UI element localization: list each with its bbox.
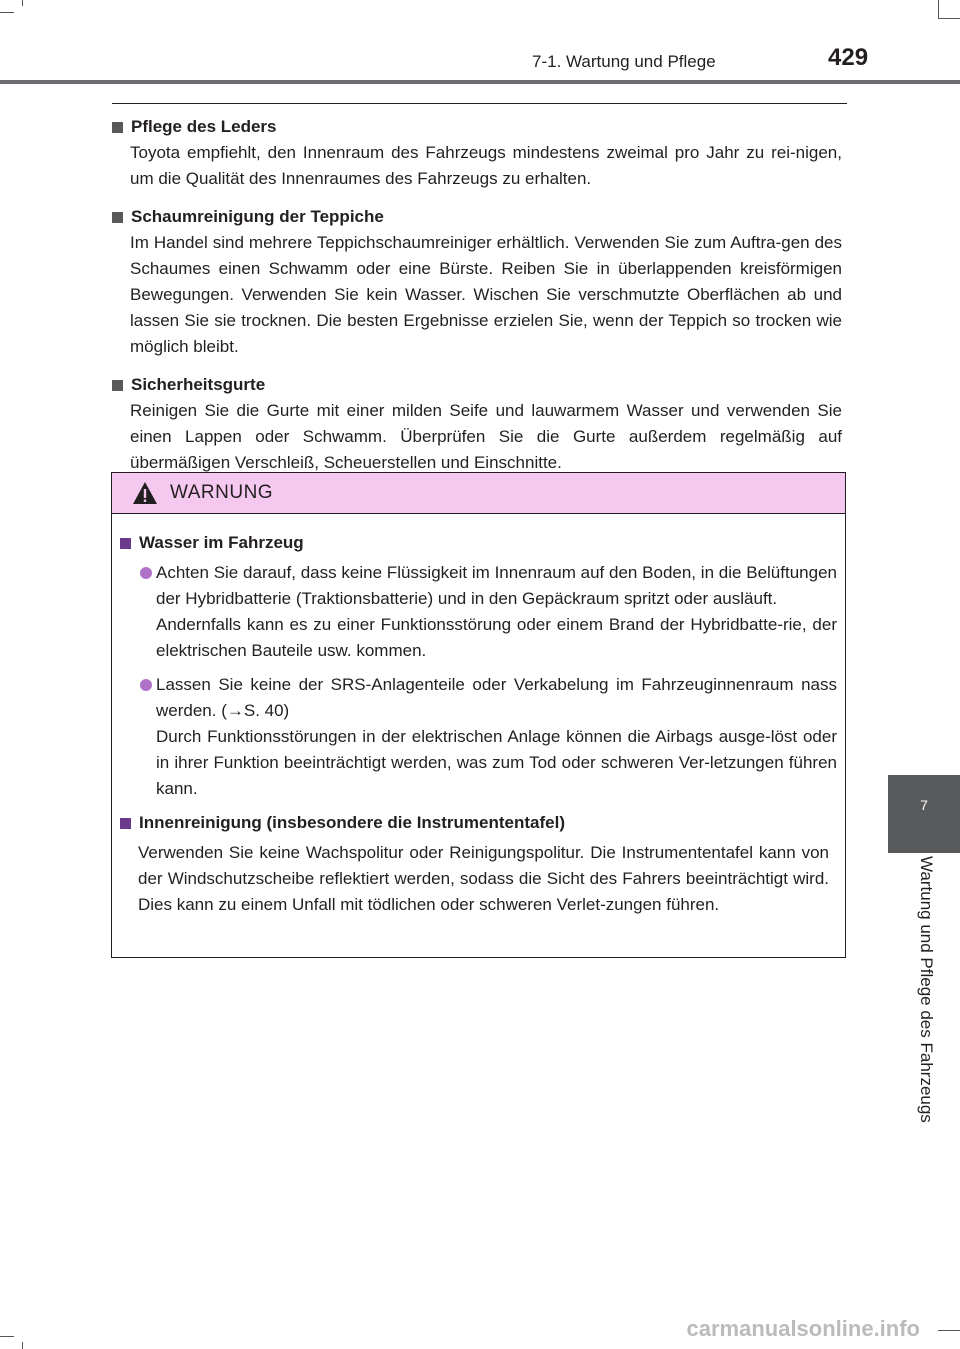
- section-title: [112, 114, 842, 140]
- crop-mark: [22, 1342, 23, 1349]
- warning-box: [111, 472, 846, 958]
- crop-mark: [938, 18, 960, 19]
- warning-bullet: [120, 560, 837, 664]
- square-bullet-icon: [112, 380, 123, 391]
- header-bar: [0, 80, 960, 84]
- warning-paragraph: Verwenden Sie keine Wachspolitur oder Reinigungspolitur. Die Instrumententafel kann von der Windschutzscheibe reflektiert werden, sodass die Sicht des Fahrers beeinträchtigt wird. Dies kann zu einem Unfall mit tödlichen oder schweren Verlet-zungen führen.: [138, 843, 829, 914]
- bullet-text: Durch Funktionsstörungen in der elektrischen Anlage können die Airbags ausge-löst oder in ihrer Funktion beeinträchtigt werden, was zum Tod oder schweren Ver-letzungen führen kann.: [156, 727, 837, 798]
- section-title: [112, 372, 842, 398]
- chapter-tab: [888, 775, 960, 853]
- square-bullet-icon: [112, 122, 123, 133]
- section-seatbelts: [112, 372, 842, 476]
- crop-mark: [0, 1336, 14, 1337]
- crop-mark: [22, 0, 23, 6]
- crop-mark: [938, 0, 939, 18]
- warning-subtitle: [120, 530, 837, 556]
- section-title-text: Schaumreinigung der Teppiche: [131, 207, 384, 226]
- warning-body: [112, 514, 845, 918]
- dot-bullet-icon: [140, 679, 152, 691]
- chapter-tab-number: 7: [920, 797, 928, 813]
- section-carpet: [112, 204, 842, 360]
- section-title-text: Pflege des Leders: [131, 117, 277, 136]
- bullet-text: Lassen Sie keine der SRS-Anlagenteile oder Verkabelung im Fahrzeuginnenraum nass werden. (→S. 40): [156, 675, 837, 720]
- warning-triangle-icon: [132, 481, 158, 505]
- warning-bullet: [120, 672, 837, 802]
- section-body: Toyota empfiehlt, den Innenraum des Fahrzeugs mindestens zweimal pro Jahr zu rei-nigen, um die Qualität des Innenraumes des Fahrzeugs zu erhalten.: [130, 143, 842, 188]
- bullet-text: Andernfalls kann es zu einer Funktionsstörung oder einem Brand der Hybridbatte-rie, der elektrischen Bauteile usw. kommen.: [156, 615, 837, 660]
- dot-bullet-icon: [140, 567, 152, 579]
- page-number: 429: [828, 44, 869, 71]
- square-bullet-icon: [120, 538, 131, 549]
- crop-mark: [938, 1330, 960, 1331]
- chapter-title: 7-1. Wartung und Pflege: [532, 52, 716, 71]
- square-bullet-icon: [112, 212, 123, 223]
- section-leather: [112, 114, 842, 192]
- warning-subtitle-text: Wasser im Fahrzeug: [139, 533, 304, 552]
- bullet-text: Achten Sie darauf, dass keine Flüssigkeit im Innenraum auf den Boden, in die Belüftungen der Hybridbatterie (Traktionsbatterie) und in den Gepäckraum spritzt oder ausläuft.: [156, 563, 837, 608]
- main-content: [112, 114, 842, 488]
- section-title: [112, 204, 842, 230]
- top-rule: [112, 103, 847, 104]
- section-title-text: Sicherheitsgurte: [131, 375, 266, 394]
- chapter-tab-label: Wartung und Pflege des Fahrzeugs: [917, 856, 936, 1123]
- crop-mark: [0, 12, 14, 13]
- warning-header: [112, 473, 845, 514]
- watermark: carmanualsonline.info: [686, 1316, 920, 1341]
- section-body: Im Handel sind mehrere Teppichschaumreiniger erhältlich. Verwenden Sie zum Auftra-gen des Schaumes einen Schwamm oder eine Bürste. Reiben Sie in überlappenden kreisförmigen Bewegungen. Verwenden Sie kein Wasser. Wischen Sie verschmutzte Oberflächen ab und lassen Sie sie trocknen. Die besten Ergebnisse erzielen Sie, wenn der Teppich so trocken wie möglich bleibt.: [130, 233, 842, 356]
- chapter-tab-label-wrap: [916, 856, 936, 1146]
- warning-label: WARNUNG: [170, 482, 274, 503]
- square-bullet-icon: [120, 818, 131, 829]
- section-body: Reinigen Sie die Gurte mit einer milden Seife und lauwarmem Wasser und verwenden Sie einen Lappen oder Schwamm. Überprüfen Sie die Gurte außerdem regelmäßig auf übermäßigen Verschleiß, Scheuerstellen und Einschnitte.: [130, 401, 842, 472]
- warning-subtitle-text: Innenreinigung (insbesondere die Instrumententafel): [139, 813, 565, 832]
- warning-subtitle: [120, 810, 837, 836]
